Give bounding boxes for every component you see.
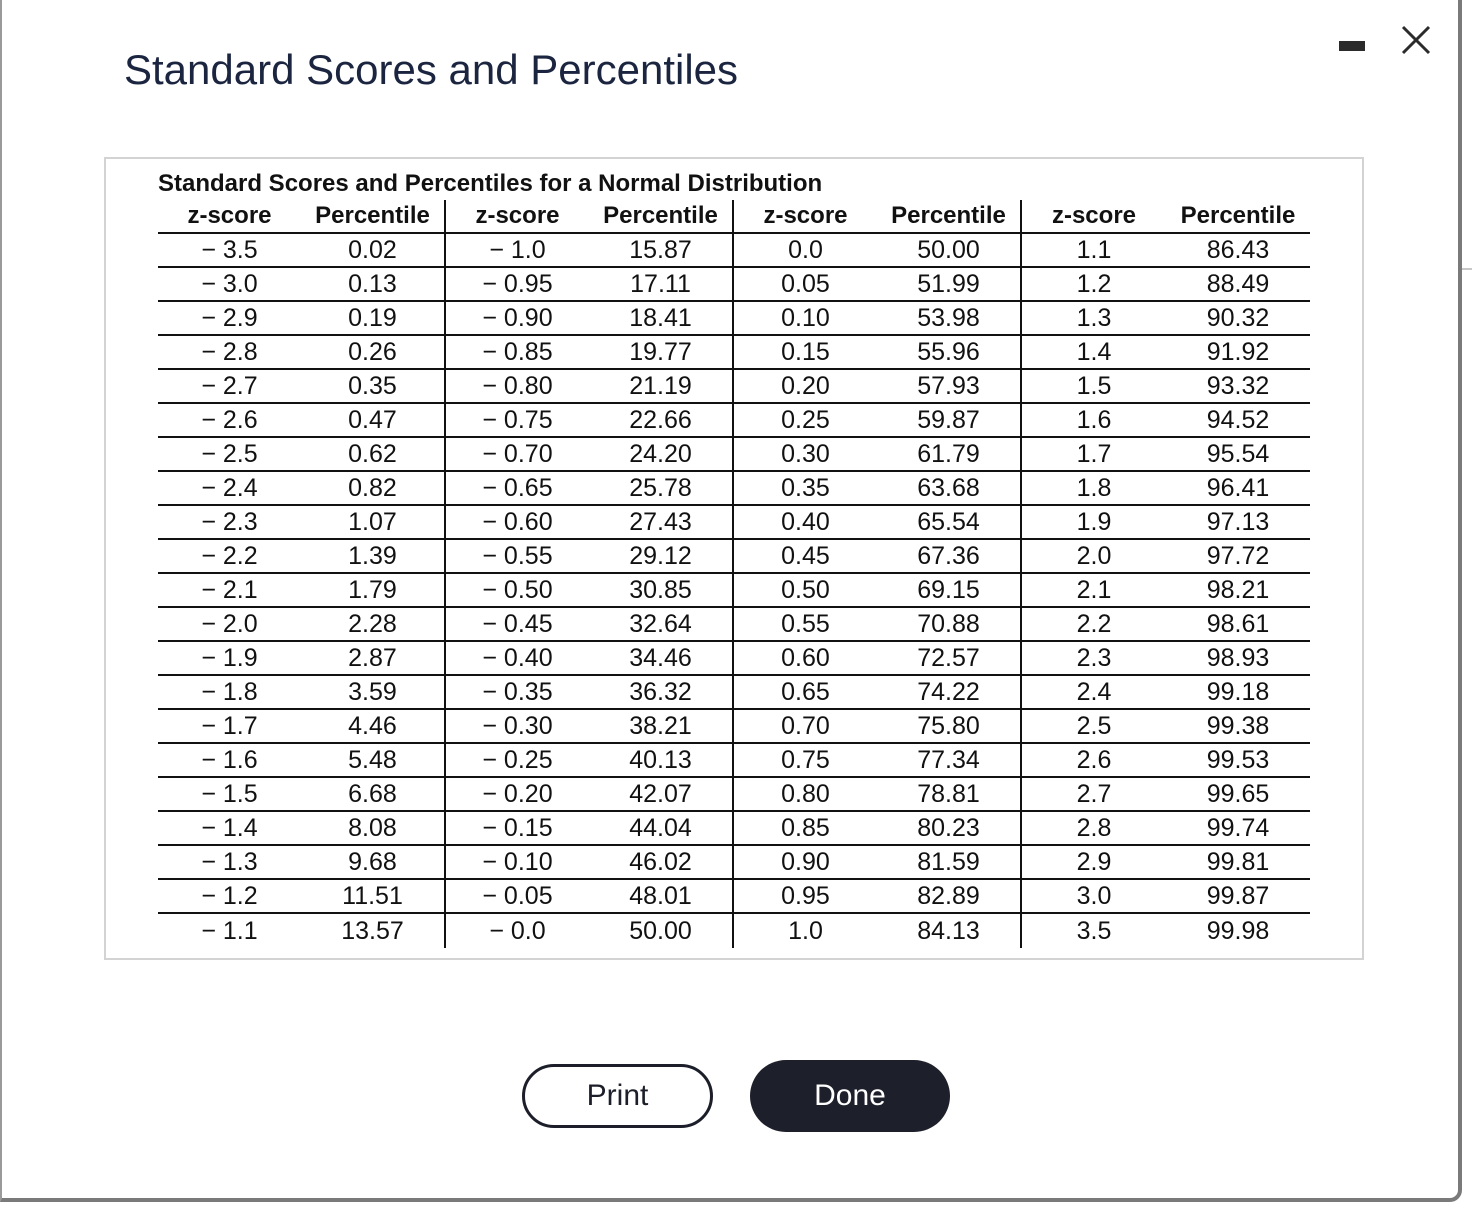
percentile-cell: 0.19 [348,303,397,332]
table-row [1022,302,1310,336]
table-row [158,778,444,812]
table-row [1022,336,1310,370]
z-score-cell: − 0.20 [482,779,553,808]
z-score-cell: − 2.8 [201,337,258,366]
table-row [734,302,1020,336]
table-row [446,506,732,540]
z-score-cell: − 2.2 [201,541,258,570]
z-score-cell: 0.80 [781,779,830,808]
percentile-cell: 25.78 [629,473,692,502]
z-score-cell: 1.9 [1076,507,1112,536]
z-score-cell: − 0.90 [482,303,553,332]
z-score-cell: 0.65 [781,677,830,706]
z-score-cell: 0.60 [781,643,830,672]
table-row [446,676,732,710]
table-row [734,506,1020,540]
percentile-cell: 84.13 [917,916,980,945]
z-score-cell: − 0.70 [482,439,553,468]
table-row [446,608,732,642]
z-score-cell: − 0.10 [482,847,553,876]
percentile-cell: 98.93 [1206,643,1270,672]
z-score-cell: − 0.15 [482,813,553,842]
z-score-cell: 1.8 [1076,473,1112,502]
table-row [158,642,444,676]
close-icon[interactable] [1398,22,1434,58]
percentile-cell: 1.39 [348,541,397,570]
percentile-cell: 8.08 [348,813,397,842]
z-score-cell: 2.5 [1076,711,1112,740]
percentile-cell: 6.68 [348,779,397,808]
percentile-cell: 97.13 [1206,507,1270,536]
percentile-cell: 61.79 [917,439,980,468]
z-score-cell: 2.4 [1076,677,1112,706]
table-row [734,812,1020,846]
percentile-cell: 72.57 [917,643,980,672]
percentile-cell: 69.15 [917,575,980,604]
table-row [446,744,732,778]
table-column-group [158,200,446,948]
table-row [158,914,444,948]
percentile-header: Percentile [1180,202,1296,229]
percentile-cell: 50.00 [629,916,692,945]
z-score-cell: − 0.65 [482,473,553,502]
percentile-header: Percentile [315,202,430,229]
percentile-header: Percentile [603,202,718,229]
percentile-cell: 81.59 [917,847,980,876]
z-score-cell: 2.8 [1076,813,1112,842]
table-row [734,370,1020,404]
percentile-cell: 2.28 [348,609,397,638]
z-score-cell: 1.7 [1076,439,1112,468]
percentile-cell: 0.82 [348,473,397,502]
percentile-cell: 29.12 [629,541,692,570]
percentile-cell: 65.54 [917,507,980,536]
z-score-cell: − 2.1 [201,575,258,604]
percentile-cell: 1.07 [348,507,397,536]
table-row [1022,812,1310,846]
percentile-cell: 40.13 [629,745,692,774]
table-row [734,846,1020,880]
percentile-cell: 80.23 [917,813,980,842]
z-score-cell: − 1.2 [201,881,258,910]
table-row [158,540,444,574]
z-score-cell: − 0.50 [482,575,553,604]
table-row [734,914,1020,948]
table-row [446,778,732,812]
percentile-cell: 30.85 [629,575,692,604]
table-row [734,574,1020,608]
percentile-cell: 98.21 [1206,575,1270,604]
table-row [158,438,444,472]
table-row [446,880,732,914]
z-score-cell: − 2.4 [201,473,258,502]
table-row [1022,234,1310,268]
done-button[interactable]: Done [750,1060,950,1132]
percentile-cell: 0.02 [348,235,397,264]
z-score-header: z-score [763,202,848,229]
table-row [158,574,444,608]
table-row [1022,404,1310,438]
z-score-header: z-score [475,202,560,229]
percentile-cell: 93.32 [1206,371,1270,400]
z-score-cell: − 1.4 [201,813,258,842]
table-row [158,676,444,710]
table-row [734,608,1020,642]
percentile-cell: 86.43 [1206,235,1270,264]
z-score-cell: − 0.75 [482,405,553,434]
table-row [446,472,732,506]
table-row [1022,778,1310,812]
percentile-cell: 1.79 [348,575,397,604]
percentile-cell: 0.62 [348,439,397,468]
percentile-cell: 11.51 [342,881,403,910]
z-score-cell: 1.2 [1076,269,1112,298]
z-score-cell: 0.45 [781,541,830,570]
percentile-cell: 50.00 [917,235,980,264]
percentile-cell: 91.92 [1206,337,1270,366]
z-score-cell: − 0.60 [482,507,553,536]
z-score-cell: − 0.45 [482,609,553,638]
percentile-cell: 82.89 [917,881,980,910]
z-score-cell: − 0.95 [482,269,553,298]
percentile-cell: 53.98 [917,303,980,332]
percentile-cell: 94.52 [1206,405,1270,434]
table-row [1022,540,1310,574]
percentile-cell: 27.43 [629,507,692,536]
table-row [734,336,1020,370]
z-score-cell: − 0.40 [482,643,553,672]
table-row [734,540,1020,574]
percentile-cell: 96.41 [1206,473,1270,502]
table-row [1022,914,1310,948]
percentile-cell: 75.80 [917,711,980,740]
percentile-cell: 70.88 [917,609,980,638]
table-row [734,268,1020,302]
percentile-cell: 99.65 [1206,779,1270,808]
percentile-cell: 19.77 [629,337,692,366]
percentile-cell: 77.34 [917,745,980,774]
percentile-cell: 5.48 [348,745,397,774]
table-row [446,438,732,472]
z-score-cell: 0.20 [781,371,830,400]
table-row [1022,608,1310,642]
table-row [734,404,1020,438]
table-row [446,540,732,574]
table-row [446,574,732,608]
table-row [1022,744,1310,778]
percentile-cell: 88.49 [1206,269,1270,298]
table-row [446,846,732,880]
z-score-cell: 0.55 [781,609,830,638]
z-score-cell: − 0.80 [482,371,553,400]
table-row [158,608,444,642]
z-score-header: z-score [187,202,272,229]
z-score-cell: − 2.6 [201,405,258,434]
table-row [446,336,732,370]
table-header-row [446,200,732,234]
table-row [446,710,732,744]
z-score-cell: 1.4 [1076,337,1112,366]
percentile-cell: 98.61 [1206,609,1270,638]
percentile-cell: 21.19 [629,371,692,400]
table-row [1022,438,1310,472]
percentile-cell: 3.59 [348,677,397,706]
table-row [1022,880,1310,914]
table-row [446,404,732,438]
z-score-cell: 0.15 [781,337,830,366]
percentile-cell: 15.87 [629,235,692,264]
z-score-cell: − 3.0 [201,269,258,298]
z-score-cell: 0.05 [781,269,830,298]
table-row [1022,846,1310,880]
percentile-cell: 51.99 [917,269,980,298]
z-score-cell: 1.0 [788,916,823,945]
percentile-cell: 36.32 [629,677,692,706]
z-score-cell: − 1.9 [201,643,258,672]
z-score-cell: − 0.35 [482,677,553,706]
table-row [446,812,732,846]
z-score-cell: − 3.5 [201,235,258,264]
edge-divider [1462,268,1472,270]
z-score-cell: − 0.0 [489,916,546,945]
z-score-cell: 0.85 [781,813,830,842]
z-score-cell: − 2.0 [201,609,258,638]
table-header-row [1022,200,1310,234]
percentile-cell: 99.81 [1206,847,1270,876]
percentile-header: Percentile [891,202,1006,229]
z-score-cell: 0.75 [781,745,830,774]
z-score-cell: − 1.8 [201,677,258,706]
percentile-cell: 42.07 [629,779,692,808]
percentile-cell: 4.46 [348,711,397,740]
z-score-cell: − 0.30 [482,711,553,740]
percentile-cell: 48.01 [629,881,692,910]
table-row [1022,574,1310,608]
z-score-cell: 0.0 [788,235,823,264]
table-header-row [158,200,444,234]
z-score-cell: 1.5 [1076,371,1112,400]
table-row [734,710,1020,744]
percentile-cell: 78.81 [917,779,980,808]
table-row [158,846,444,880]
z-score-header: z-score [1051,202,1137,229]
table-row [158,336,444,370]
z-score-cell: − 2.7 [201,371,258,400]
minimize-icon[interactable] [1339,41,1365,51]
z-score-cell: − 1.3 [201,847,258,876]
table-row [1022,710,1310,744]
z-score-cell: 1.3 [1076,303,1112,332]
z-score-cell: − 1.5 [201,779,258,808]
table-row [158,472,444,506]
percentile-cell: 34.46 [629,643,692,672]
z-score-cell: 1.1 [1076,235,1112,264]
percentile-cell: 17.11 [630,269,691,298]
z-score-cell: − 1.7 [201,711,258,740]
percentile-cell: 44.04 [629,813,692,842]
z-score-cell: 0.50 [781,575,830,604]
percentile-cell: 67.36 [917,541,980,570]
z-score-cell: 0.95 [781,881,830,910]
table-column-group [734,200,1022,948]
percentile-cell: 99.74 [1206,813,1270,842]
table-row [158,812,444,846]
z-score-cell: 2.9 [1076,847,1112,876]
z-score-cell: 2.1 [1076,575,1112,604]
table-row [446,268,732,302]
z-score-cell: − 1.0 [489,235,546,264]
percentile-cell: 57.93 [917,371,980,400]
percentile-table [158,200,1310,948]
percentile-cell: 2.87 [348,643,397,672]
z-score-cell: 3.0 [1076,881,1112,910]
table-caption: Standard Scores and Percentiles for a Normal Distribution [158,170,823,197]
z-score-cell: 3.5 [1076,916,1112,945]
z-score-cell: 0.10 [781,303,830,332]
z-score-cell: − 0.25 [482,745,553,774]
percentile-cell: 46.02 [629,847,692,876]
percentile-cell: 55.96 [917,337,980,366]
percentile-cell: 99.98 [1206,916,1270,945]
z-score-cell: 2.3 [1076,643,1112,672]
z-score-cell: − 2.5 [201,439,258,468]
table-row [446,642,732,676]
table-row [1022,268,1310,302]
percentile-cell: 0.13 [348,269,397,298]
percentile-cell: 59.87 [917,405,980,434]
table-row [158,302,444,336]
table-row [158,710,444,744]
percentile-cell: 99.87 [1206,881,1270,910]
z-score-cell: − 0.05 [482,881,553,910]
z-score-cell: 0.30 [781,439,830,468]
z-score-cell: 2.0 [1076,541,1112,570]
percentile-cell: 63.68 [917,473,980,502]
table-row [158,404,444,438]
z-score-cell: − 1.1 [201,916,258,945]
z-score-cell: 2.7 [1076,779,1112,808]
table-row [734,880,1020,914]
z-score-cell: − 2.9 [201,303,258,332]
table-row [734,778,1020,812]
table-row [734,472,1020,506]
percentile-cell: 0.47 [348,405,397,434]
table-row [734,676,1020,710]
table-row [158,234,444,268]
table-header-row [734,200,1020,234]
z-score-cell: 0.35 [781,473,830,502]
percentile-cell: 97.72 [1206,541,1270,570]
table-row [446,914,732,948]
table-row [1022,506,1310,540]
table-row [158,880,444,914]
table-row [1022,370,1310,404]
percentile-cell: 22.66 [629,405,692,434]
percentile-cell: 99.18 [1206,677,1270,706]
z-score-cell: 2.6 [1076,745,1112,774]
percentile-cell: 0.35 [348,371,397,400]
dialog-title: Standard Scores and Percentiles [124,46,739,93]
percentile-cell: 13.57 [341,916,404,945]
percentile-cell: 9.68 [348,847,397,876]
z-score-cell: − 0.55 [482,541,553,570]
z-score-cell: − 2.3 [201,507,258,536]
z-score-cell: − 0.85 [482,337,553,366]
percentile-cell: 90.32 [1206,303,1270,332]
table-row [158,744,444,778]
table-row [734,438,1020,472]
table-row [734,642,1020,676]
percentile-cell: 18.41 [629,303,692,332]
table-row [1022,472,1310,506]
table-row [734,744,1020,778]
percentile-cell: 0.26 [348,337,397,366]
z-score-cell: 0.90 [781,847,830,876]
z-score-cell: 1.6 [1076,405,1112,434]
z-score-cell: 0.25 [781,405,830,434]
table-row [158,370,444,404]
table-column-group [1022,200,1310,948]
table-row [446,370,732,404]
table-row [734,234,1020,268]
percentile-cell: 32.64 [629,609,692,638]
table-row [1022,676,1310,710]
z-score-cell: 0.70 [781,711,830,740]
table-column-group [446,200,734,948]
percentile-cell: 99.38 [1206,711,1270,740]
print-button[interactable]: Print [522,1064,713,1128]
table-row [446,234,732,268]
table-row [446,302,732,336]
percentile-cell: 74.22 [917,677,980,706]
table-row [1022,642,1310,676]
percentile-cell: 99.53 [1206,745,1270,774]
table-row [158,268,444,302]
percentile-cell: 24.20 [629,439,692,468]
percentile-cell: 38.21 [629,711,692,740]
z-score-cell: 2.2 [1076,609,1112,638]
table-row [158,506,444,540]
z-score-cell: 0.40 [781,507,830,536]
percentile-cell: 95.54 [1206,439,1270,468]
z-score-cell: − 1.6 [201,745,258,774]
